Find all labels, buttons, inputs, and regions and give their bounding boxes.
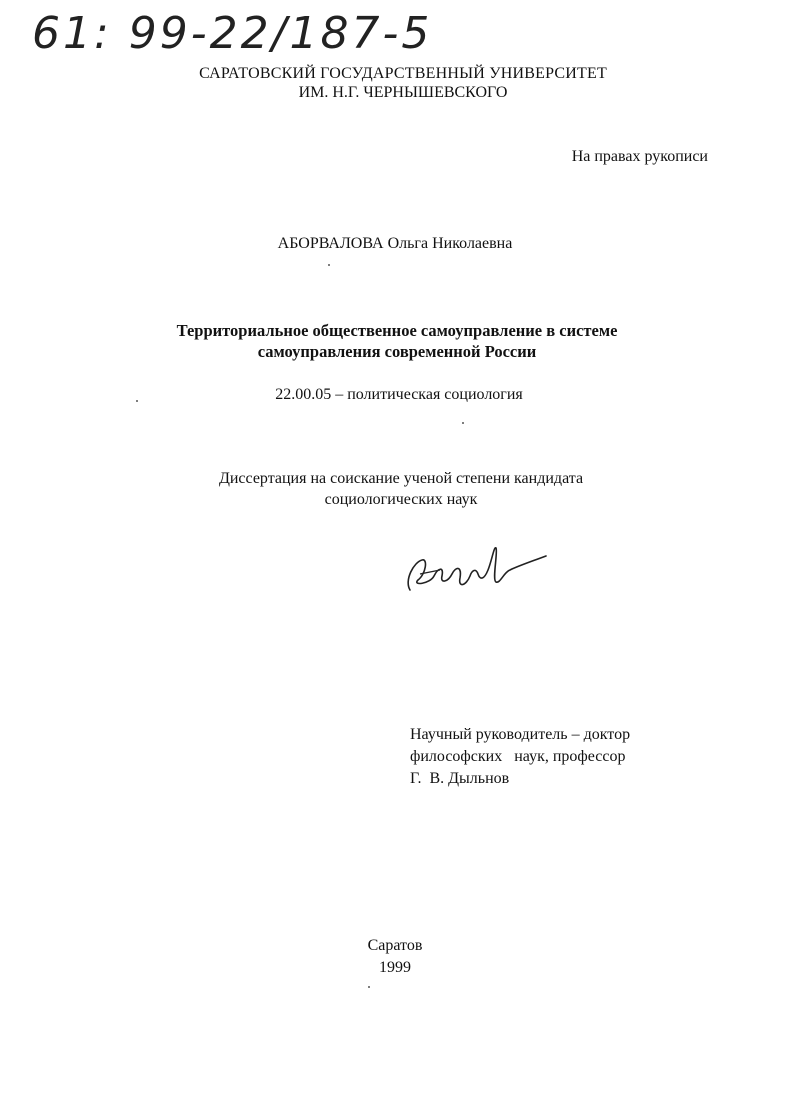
specialty-code: 22.00.05 – политическая социология <box>275 386 523 403</box>
title-line-2: самоуправления современной России <box>257 342 537 361</box>
supervisor-line-2: философских наук, профессор <box>410 748 626 765</box>
year: 1999 <box>379 959 411 976</box>
place-and-year <box>0 935 792 979</box>
archive-number-text: 61: 99-22/187-5 <box>32 8 433 59</box>
degree-line-1: Диссертация на соискание ученой степени кандидата <box>218 470 584 487</box>
scan-speck <box>328 264 330 266</box>
manuscript-rights-note: На правах рукописи <box>571 148 708 165</box>
degree-statement <box>4 468 794 510</box>
city: Саратов <box>367 937 423 954</box>
supervisor-line-1: Научный руководитель – доктор <box>410 726 631 743</box>
university-name: САРАТОВСКИЙ ГОСУДАРСТВЕННЫЙ УНИВЕРСИТЕТ <box>199 65 607 82</box>
scan-speck <box>136 400 138 402</box>
university-named-after: ИМ. Н.Г. ЧЕРНЫШЕВСКОГО <box>298 84 508 101</box>
scan-speck <box>368 986 370 988</box>
scan-speck <box>462 422 464 424</box>
author-signature <box>400 540 550 602</box>
scientific-supervisor <box>410 724 630 790</box>
author-name: АБОРВАЛОВА Ольга Николаевна <box>277 235 513 252</box>
title-line-1: Территориальное общественное самоуправление в системе <box>176 321 618 340</box>
handwritten-archive-number <box>30 4 470 64</box>
supervisor-name: Г. В. Дыльнов <box>410 770 510 787</box>
dissertation-title <box>0 320 794 362</box>
degree-line-2: социологических наук <box>324 491 478 508</box>
